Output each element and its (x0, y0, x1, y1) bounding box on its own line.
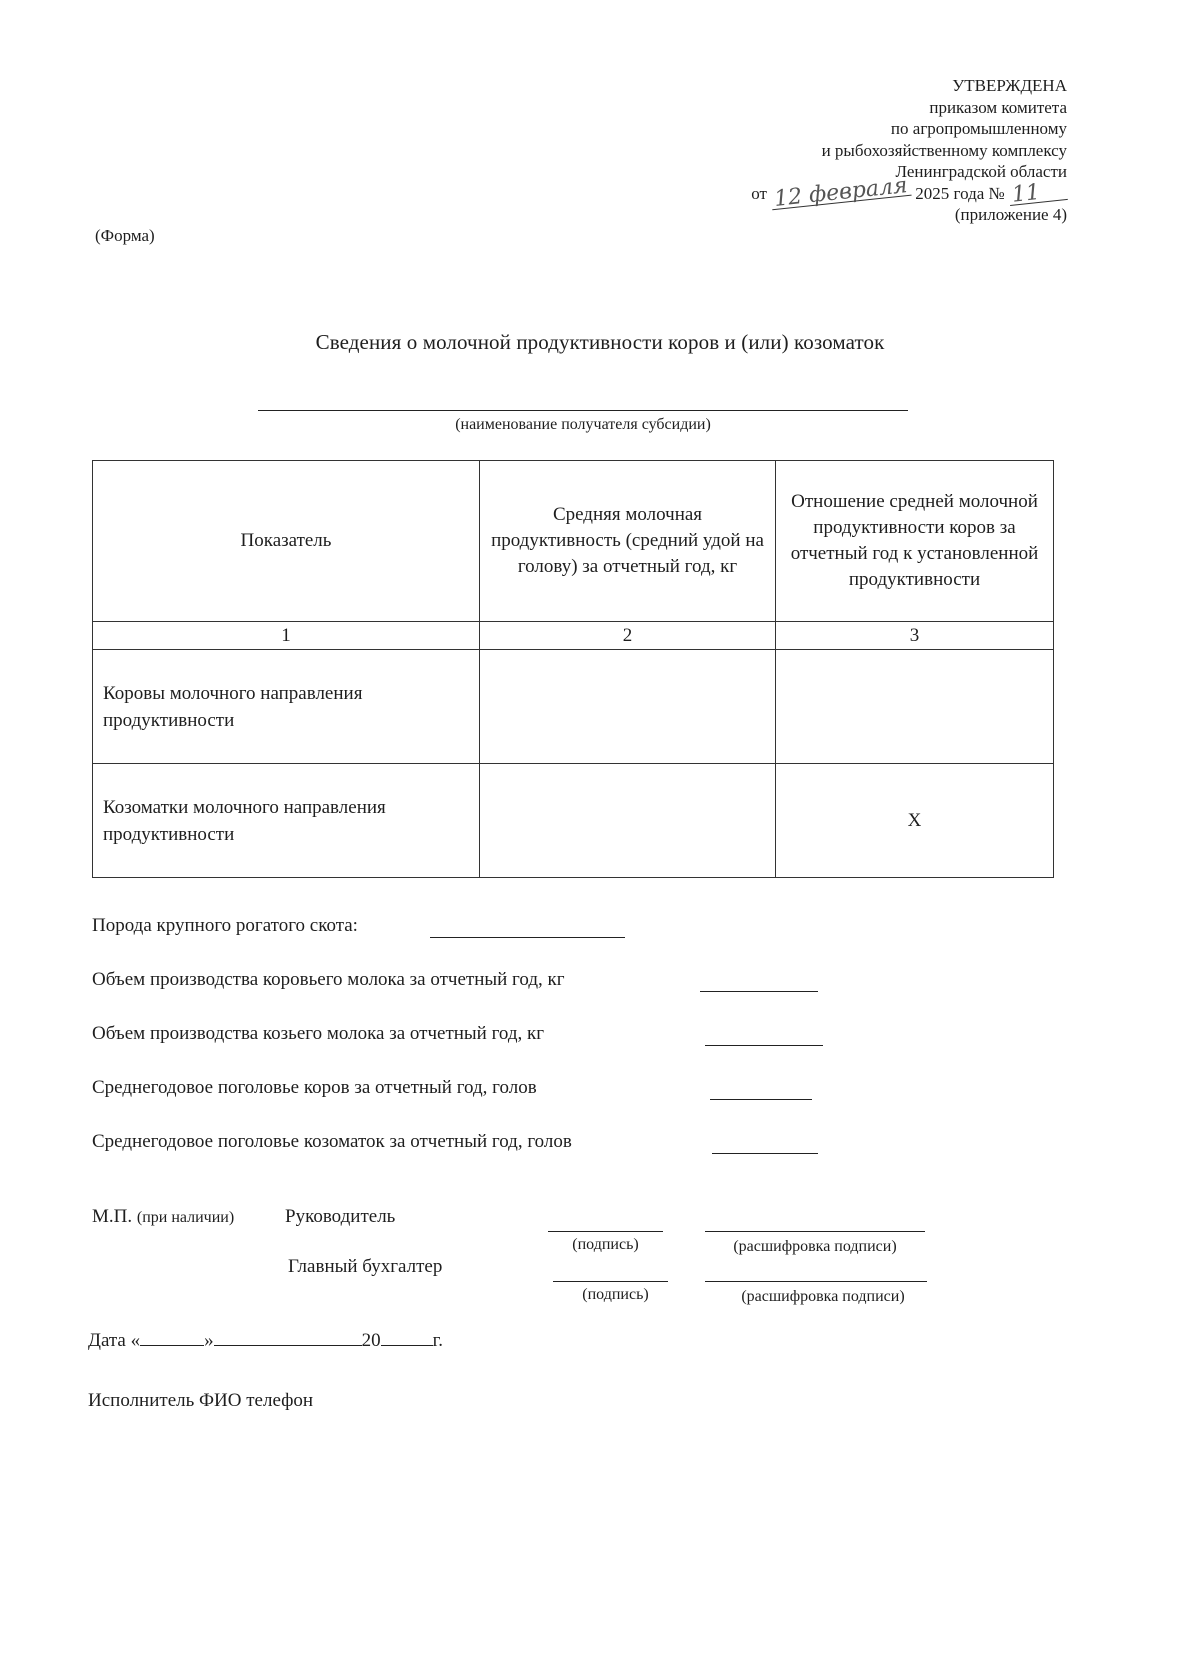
cow-count-input-line[interactable] (710, 1099, 812, 1100)
approval-block (751, 75, 1067, 226)
date-suffix: г. (432, 1330, 444, 1351)
goat-count-input-line[interactable] (712, 1153, 818, 1154)
table-number-row (93, 622, 1054, 650)
approval-year-text: 2025 года № (915, 183, 1005, 203)
form-label: (Форма) (95, 226, 155, 245)
accountant-signature-caption: (подпись) (582, 1286, 649, 1303)
productivity-table (92, 460, 1054, 878)
cell-cows-ratio[interactable] (776, 650, 1054, 764)
table-row-goats (93, 764, 1054, 878)
date-year-prefix: 20 (361, 1330, 381, 1351)
approval-appendix: (приложение 4) (954, 205, 1067, 224)
recipient-caption: (наименование получателя субсидии) (455, 416, 711, 433)
head-label: Руководитель (285, 1206, 396, 1227)
date-prefix: Дата « (88, 1330, 141, 1351)
cell-goats-ratio: Х (776, 764, 1054, 878)
head-decode-line[interactable] (705, 1231, 925, 1232)
breed-field-label: Порода крупного рогатого скота: (92, 915, 358, 936)
approval-date-line (751, 172, 1067, 212)
recipient-name-line[interactable] (258, 410, 908, 411)
accountant-signature-line[interactable] (553, 1281, 668, 1282)
column-number-2: 2 (480, 622, 776, 650)
table-row-cows (93, 650, 1054, 764)
approval-date-handwritten: 12 февраля (771, 176, 912, 210)
approval-line-3: и рыбохозяйственному комплексу (821, 140, 1067, 160)
goat-milk-field-label: Объем производства козьего молока за отчетный год, кг (92, 1023, 545, 1044)
head-signature-caption: (подпись) (572, 1236, 639, 1253)
goat-count-field-label: Среднегодовое поголовье козоматок за отчетный год, голов (92, 1131, 572, 1152)
accountant-label: Главный бухгалтер (288, 1256, 443, 1277)
cow-milk-field-label: Объем производства коровьего молока за отчетный год, кг (92, 969, 565, 990)
column-number-3: 3 (776, 622, 1054, 650)
stamp-note: (при наличии) (136, 1209, 235, 1226)
cow-milk-input-line[interactable] (700, 991, 818, 992)
date-year-blank[interactable] (381, 1345, 433, 1346)
table-header-row (93, 461, 1054, 622)
cell-cows-yield[interactable] (480, 650, 776, 764)
approval-line-1: приказом комитета (929, 97, 1067, 117)
stamp-mp: М.П. (92, 1206, 133, 1227)
date-mid: » (204, 1330, 214, 1351)
accountant-decode-caption: (расшифровка подписи) (741, 1288, 905, 1305)
approval-line-2: по агропромышленному (890, 119, 1067, 138)
approval-number-handwritten: 11 (1008, 181, 1068, 206)
cell-goats-yield[interactable] (480, 764, 776, 878)
executor-label: Исполнитель ФИО телефон (88, 1390, 314, 1411)
approval-date-prefix: от (751, 183, 767, 203)
header-ratio: Отношение средней молочной продуктивности коров за отчетный год к установленной продуктивности (776, 461, 1054, 622)
stamp-label (92, 1206, 234, 1228)
goat-milk-input-line[interactable] (705, 1045, 823, 1046)
breed-input-line[interactable] (430, 937, 625, 938)
accountant-decode-line[interactable] (705, 1281, 927, 1282)
cow-count-field-label: Среднегодовое поголовье коров за отчетный год, голов (92, 1077, 537, 1098)
date-day-blank[interactable] (140, 1345, 204, 1346)
approval-line-4: Ленинградской области (895, 162, 1067, 181)
row-label-goats: Козоматки молочного направления продуктивности (93, 764, 480, 878)
head-signature-line[interactable] (548, 1231, 663, 1232)
column-number-1: 1 (93, 622, 480, 650)
header-avg-yield: Средняя молочная продуктивность (средний удой на голову) за отчетный год, кг (480, 461, 776, 622)
header-indicator: Показатель (93, 461, 480, 622)
row-label-cows: Коровы молочного направления продуктивности (93, 650, 480, 764)
date-month-blank[interactable] (214, 1345, 362, 1346)
approval-status: УТВЕРЖДЕНА (952, 76, 1067, 95)
date-line (88, 1330, 443, 1352)
document-title: Сведения о молочной продуктивности коров и (или) козоматок (315, 330, 885, 354)
head-decode-caption: (расшифровка подписи) (733, 1238, 897, 1255)
